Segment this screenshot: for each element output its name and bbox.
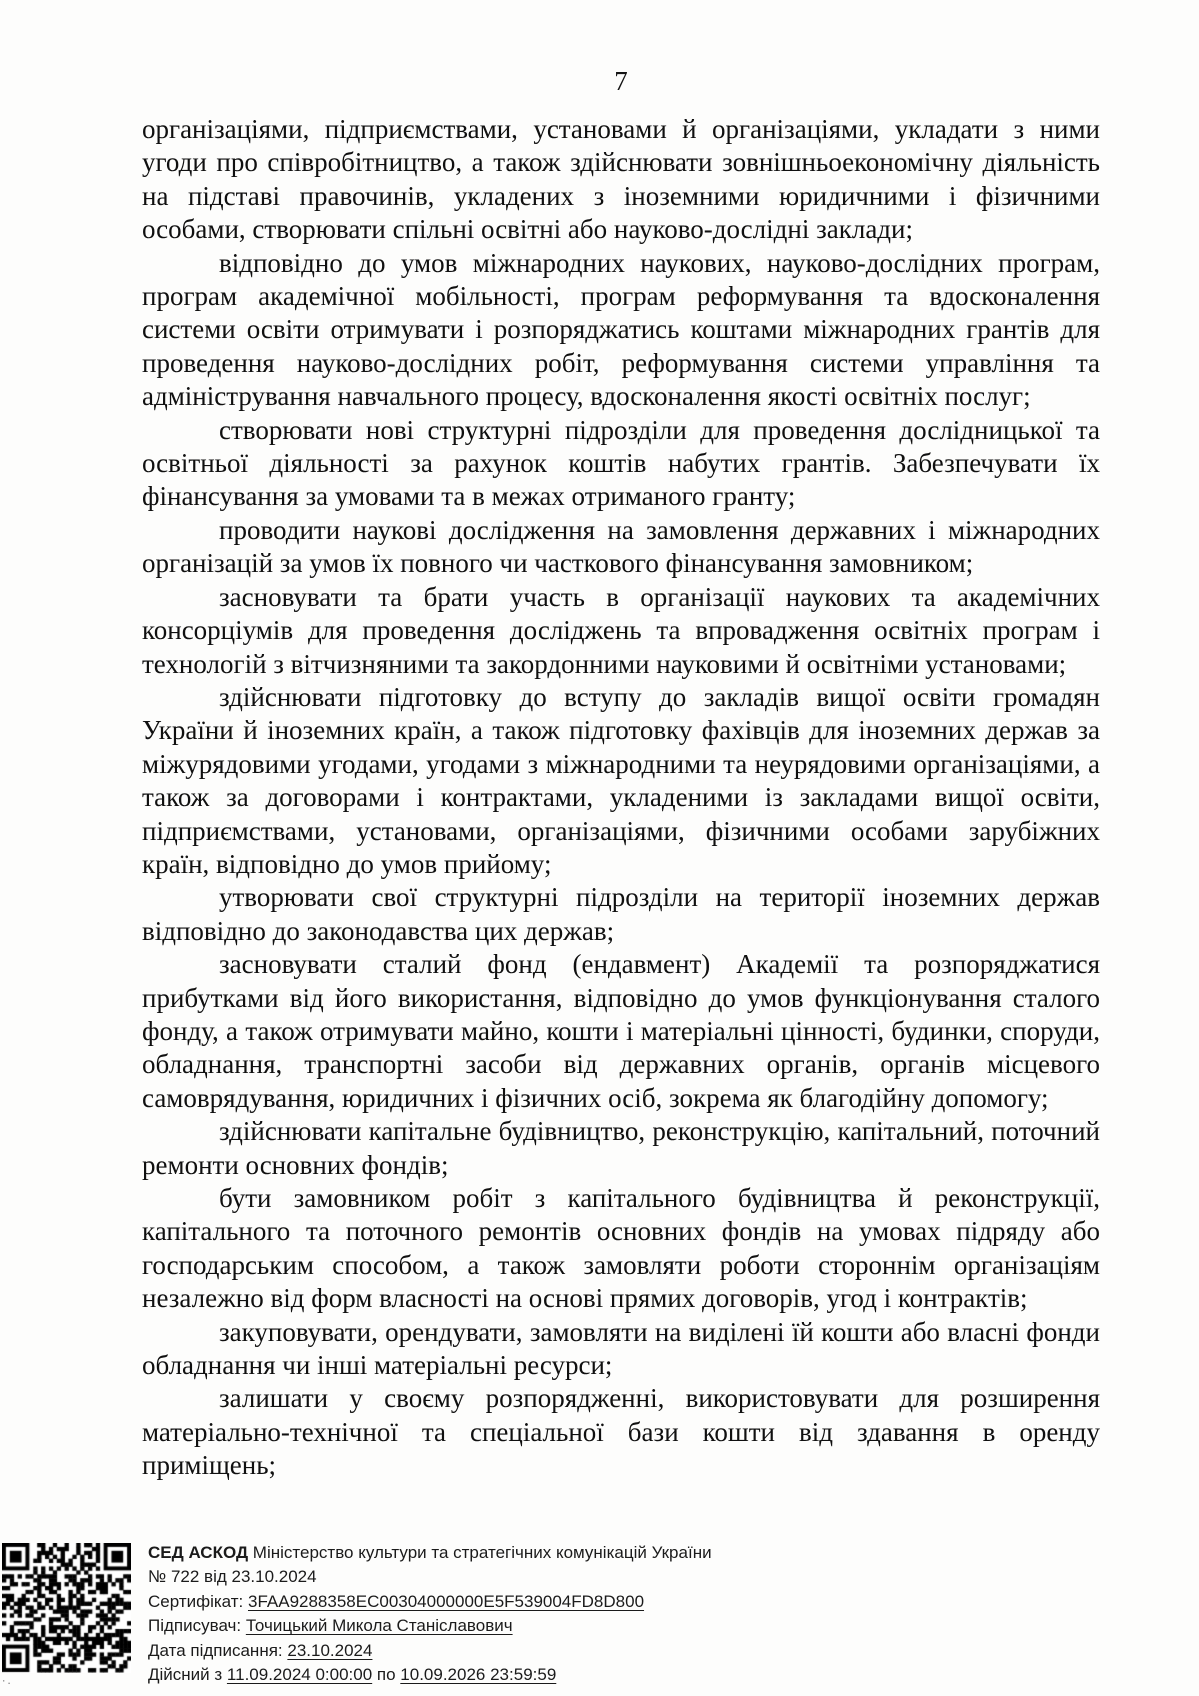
page-number: 7 [614,66,628,96]
qr-code-icon [2,1543,131,1673]
paragraph: засновувати сталий фонд (ендавмент) Академії та розпоряджатися прибутками від його використання, відповідно до умов функціонування сталого фонду, а також отримувати майно, кошти і матеріальні цінності, будинки, споруди, обладнання, транспортні засоби від державних органів, органів місцевого самоврядування, юридичних і фізичних осіб, зокрема як благодійну допомогу; [142,949,1100,1113]
valid-from-value: 11.09.2024 0:00:00 [226,1665,373,1685]
signer-label: Підписувач: [148,1616,246,1636]
paragraph: залишати у своєму розпорядженні, використовувати для розширення матеріально-технічної та спеціальної бази кошти від здавання в оренду приміщень; [142,1383,1100,1481]
paragraph: відповідно до умов міжнародних наукових, науково-дослідних програм, програм академічної мобільності, програм реформування та вдосконалення системи освіти отримувати і розпоряджатись коштами міжнародних грантів для проведення науково-дослідних робіт, реформування системи управління та адміністрування навчального процесу, вдосконалення якості освітніх послуг; [142,247,1100,412]
certificate-label: Сертифікат: [148,1591,248,1611]
sign-date-value: 23.10.2024 [287,1640,373,1660]
stamp-system-name: СЕД АСКОД [148,1543,249,1562]
paragraph: бути замовником робіт з капітального будівництва й реконструкції, капітального та поточного ремонтів основних фондів на умовах підряду або господарським способом, а також замовляти роботи стороннім організаціям незалежно від форм власності на основі прямих договорів, угод і контрактів; [142,1183,1100,1314]
paragraph: створювати нові структурні підрозділи для проведення дослідницької та освітньої діяльності за рахунок коштів набутих грантів. Забезпечувати їх фінансування за умовами та в межах отриманого гранту; [142,414,1100,512]
stamp-doc-number: № 722 від 23.10.2024 [148,1567,317,1587]
signature-stamp [148,1541,1128,1687]
paragraph: утворювати свої структурні підрозділи на території іноземних держав відповідно до законодавства цих держав; [142,882,1100,946]
valid-to-value: 10.09.2026 23:59:59 [400,1665,557,1685]
certificate-value: 3FAA9288358EC00304000000E5F539004FD8D800 [247,1591,645,1611]
stamp-certificate-line [148,1590,1128,1614]
stamp-sign-date-line [148,1639,1128,1663]
paragraph: здійснювати капітальне будівництво, реконструкцію, капітальний, поточний ремонти основних фондів; [142,1116,1100,1180]
paragraph: здійснювати підготовку до вступу до закладів вищої освіти громадян України й іноземних країн, а також підготовку фахівців для іноземних держав за міжурядовими угодами, угодами з міжнародними та неурядовими організаціями, а також за договорами і контрактами, укладеними із закладами вищої освіти, підприємствами, установами, організаціями, фізичними особами зарубіжних країн, відповідно до умов прийому; [142,681,1100,879]
signer-value: Точицький Микола Станіславович [245,1616,513,1636]
paragraph: організаціями, підприємствами, установами й організаціями, укладати з ними угоди про співробітництво, а також здійснювати зовнішньоекономічну діяльність на підставі правочинів, укладених з іноземними юридичними і фізичними особами, створювати спільні освітні або науково-дослідні заклади; [142,114,1100,245]
stamp-signer-line [148,1614,1128,1638]
paragraph: закуповувати, орендувати, замовляти на виділені їй кошти або власні фонди обладнання чи інші матеріальні ресурси; [142,1316,1100,1381]
stamp-validity-line [148,1663,1128,1687]
scan-artifact: ·. [1,1677,12,1687]
valid-mid: по [372,1665,401,1685]
stamp-organization: Міністерство культури та стратегічних комунікацій України [248,1543,712,1562]
stamp-system-line [148,1541,1128,1565]
paragraph: засновувати та брати участь в організації наукових та академічних консорціумів для проведення досліджень та впровадження освітніх програм і технологій з вітчизняними та закордонними науковими й освітніми установами; [142,581,1100,679]
document-body [142,113,1100,1483]
sign-date-label: Дата підписання: [148,1640,288,1660]
valid-prefix: Дійсний з [148,1665,227,1685]
paragraph: проводити наукові дослідження на замовлення державних і міжнародних організацій за умов їх повного чи часткового фінансування замовником; [142,514,1100,579]
